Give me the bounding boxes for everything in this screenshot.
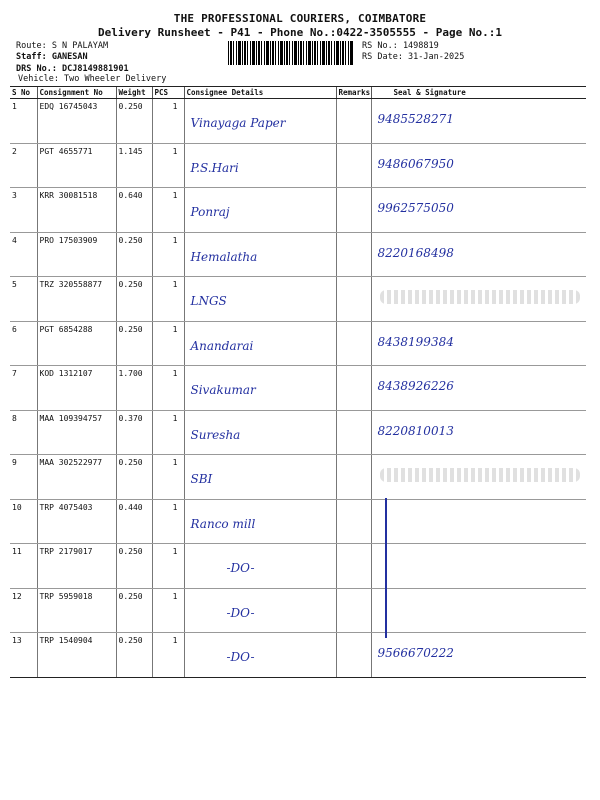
- rs-number: RS No.: 1498819: [362, 41, 439, 51]
- row-sno: 1: [10, 99, 37, 144]
- handwritten-consignee: Suresha: [190, 427, 241, 442]
- row-consignment-no: TRP 1540904: [37, 633, 116, 678]
- table-row: [10, 410, 586, 455]
- row-remarks: [336, 277, 371, 322]
- table-row: [10, 321, 586, 366]
- row-weight: 0.250: [116, 277, 152, 322]
- seal-stamp: [380, 290, 580, 304]
- handwritten-consignee: Ponraj: [190, 205, 230, 219]
- handwritten-consignee: -DO-: [226, 605, 255, 620]
- col-pcs: PCS: [152, 87, 184, 99]
- row-pcs: 1: [152, 410, 184, 455]
- table-row: [10, 99, 586, 144]
- row-remarks: [336, 544, 371, 589]
- row-pcs: 1: [152, 366, 184, 411]
- row-signature: [371, 499, 586, 544]
- table-row: [10, 232, 586, 277]
- row-sno: 2: [10, 143, 37, 188]
- row-sno: 3: [10, 188, 37, 233]
- row-consignment-no: PGT 6854288: [37, 321, 116, 366]
- row-signature: [371, 321, 586, 366]
- row-weight: 0.370: [116, 410, 152, 455]
- row-weight: 0.250: [116, 232, 152, 277]
- row-remarks: [336, 410, 371, 455]
- row-remarks: [336, 188, 371, 233]
- handwritten-consignee: Vinayaga Paper: [190, 116, 286, 130]
- row-pcs: 1: [152, 277, 184, 322]
- row-pcs: 1: [152, 588, 184, 633]
- table-row: [10, 544, 586, 589]
- table-row: [10, 188, 586, 233]
- handwritten-consignee: Hemalatha: [190, 249, 258, 264]
- row-weight: 0.640: [116, 188, 152, 233]
- handwritten-signature: 9485528271: [377, 112, 454, 126]
- row-consignment-no: PGT 4655771: [37, 143, 116, 188]
- row-consignee: [184, 188, 336, 233]
- col-remarks: Remarks: [336, 87, 371, 99]
- row-sno: 7: [10, 366, 37, 411]
- col-signature: Seal & Signature: [371, 87, 586, 99]
- col-sno: S No: [10, 87, 37, 99]
- handwritten-consignee: Anandarai: [190, 338, 254, 353]
- row-consignee: [184, 410, 336, 455]
- row-remarks: [336, 232, 371, 277]
- row-sno: 5: [10, 277, 37, 322]
- table-row: [10, 277, 586, 322]
- row-signature: [371, 143, 586, 188]
- table-row: [10, 366, 586, 411]
- handwritten-signature: 8220168498: [377, 245, 454, 260]
- row-consignment-no: EDQ 16745043: [37, 99, 116, 144]
- row-remarks: [336, 455, 371, 500]
- row-sno: 8: [10, 410, 37, 455]
- row-consignment-no: TRP 5959018: [37, 588, 116, 633]
- col-weight: Weight: [116, 87, 152, 99]
- handwritten-consignee: -DO-: [226, 561, 255, 575]
- handwritten-signature: 9486067950: [377, 156, 454, 171]
- row-remarks: [336, 321, 371, 366]
- row-consignment-no: KOD 1312107: [37, 366, 116, 411]
- handwritten-signature: 8438199384: [377, 334, 454, 349]
- row-consignee: [184, 321, 336, 366]
- row-signature: [371, 633, 586, 678]
- row-sno: 10: [10, 499, 37, 544]
- staff-label: Staff: GANESAN: [16, 52, 88, 62]
- row-signature: [371, 544, 586, 589]
- runsheet-table: [10, 86, 586, 678]
- row-consignee: [184, 99, 336, 144]
- row-remarks: [336, 588, 371, 633]
- row-sno: 6: [10, 321, 37, 366]
- runsheet-subtitle: Delivery Runsheet - P41 - Phone No.:0422-3505555 - Page No.:1: [98, 26, 502, 39]
- row-consignment-no: TRP 2179017: [37, 544, 116, 589]
- row-remarks: [336, 99, 371, 144]
- drs-number: DRS No.: DCJ8149881901: [16, 64, 129, 74]
- row-consignment-no: PRO 17503909: [37, 232, 116, 277]
- row-weight: 0.440: [116, 499, 152, 544]
- row-remarks: [336, 366, 371, 411]
- table-row: [10, 455, 586, 500]
- seal-stamp: [380, 468, 580, 482]
- row-consignment-no: MAA 109394757: [37, 410, 116, 455]
- row-signature: [371, 366, 586, 411]
- row-pcs: 1: [152, 633, 184, 678]
- row-consignee: [184, 232, 336, 277]
- table-row: [10, 588, 586, 633]
- row-signature: [371, 455, 586, 500]
- row-weight: 1.700: [116, 366, 152, 411]
- handwritten-consignee: Ranco mill: [190, 516, 256, 531]
- row-consignee: [184, 544, 336, 589]
- row-sno: 12: [10, 588, 37, 633]
- row-sno: 9: [10, 455, 37, 500]
- handwritten-consignee: Sivakumar: [190, 383, 256, 397]
- row-consignment-no: TRP 4075403: [37, 499, 116, 544]
- row-pcs: 1: [152, 99, 184, 144]
- vehicle-label: Vehicle: Two Wheeler Delivery: [18, 74, 167, 84]
- handwritten-consignee: LNGS: [190, 294, 227, 308]
- row-consignee: [184, 455, 336, 500]
- row-weight: 1.145: [116, 143, 152, 188]
- row-pcs: 1: [152, 232, 184, 277]
- table-row: [10, 633, 586, 678]
- row-sno: 11: [10, 544, 37, 589]
- row-sno: 4: [10, 232, 37, 277]
- row-signature: [371, 410, 586, 455]
- row-pcs: 1: [152, 544, 184, 589]
- col-consignment: Consignment No: [37, 87, 116, 99]
- row-signature: [371, 232, 586, 277]
- row-consignee: [184, 633, 336, 678]
- row-pcs: 1: [152, 188, 184, 233]
- row-remarks: [336, 633, 371, 678]
- row-consignee: [184, 366, 336, 411]
- row-signature: [371, 99, 586, 144]
- row-consignment-no: TRZ 320558877: [37, 277, 116, 322]
- row-consignee: [184, 499, 336, 544]
- row-weight: 0.250: [116, 588, 152, 633]
- row-signature: [371, 188, 586, 233]
- row-weight: 0.250: [116, 633, 152, 678]
- row-pcs: 1: [152, 143, 184, 188]
- row-consignment-no: MAA 302522977: [37, 455, 116, 500]
- row-signature: [371, 277, 586, 322]
- row-weight: 0.250: [116, 321, 152, 366]
- row-consignee: [184, 277, 336, 322]
- col-consignee: Consignee Details: [184, 87, 336, 99]
- company-title: THE PROFESSIONAL COURIERS, COIMBATORE: [173, 12, 427, 25]
- table-row: [10, 499, 586, 544]
- row-consignment-no: KRR 30081518: [37, 188, 116, 233]
- rs-date: RS Date: 31-Jan-2025: [362, 52, 465, 62]
- row-consignee: [184, 143, 336, 188]
- signature-line-mark: [385, 498, 387, 638]
- row-pcs: 1: [152, 499, 184, 544]
- handwritten-consignee: SBI: [190, 472, 213, 486]
- table-header-row: [10, 87, 586, 99]
- row-sno: 13: [10, 633, 37, 678]
- row-signature: [371, 588, 586, 633]
- row-pcs: 1: [152, 321, 184, 366]
- row-consignee: [184, 588, 336, 633]
- row-remarks: [336, 143, 371, 188]
- handwritten-signature: 8220810013: [377, 423, 454, 438]
- handwritten-signature: 9566670222: [377, 646, 454, 660]
- row-remarks: [336, 499, 371, 544]
- handwritten-consignee: -DO-: [226, 650, 255, 664]
- row-weight: 0.250: [116, 99, 152, 144]
- row-weight: 0.250: [116, 544, 152, 589]
- row-weight: 0.250: [116, 455, 152, 500]
- handwritten-consignee: P.S.Hari: [190, 160, 239, 175]
- table-row: [10, 143, 586, 188]
- route-label: Route: S N PALAYAM: [16, 41, 109, 51]
- handwritten-signature: 8438926226: [377, 379, 454, 393]
- row-pcs: 1: [152, 455, 184, 500]
- barcode-image: [228, 41, 354, 65]
- handwritten-signature: 9962575050: [377, 201, 454, 215]
